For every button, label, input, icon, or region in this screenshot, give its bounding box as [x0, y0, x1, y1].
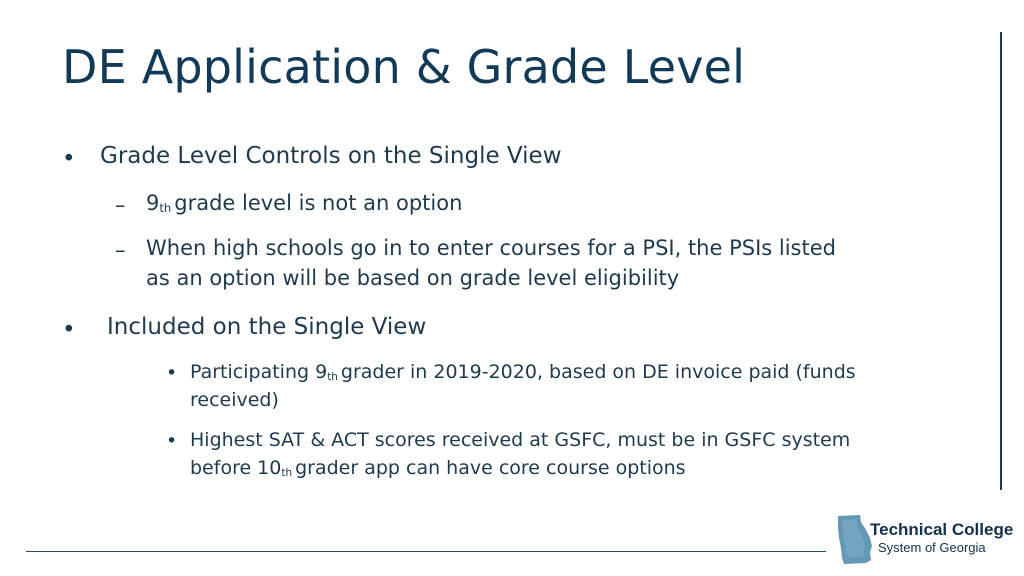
- bullet-marker: •: [166, 362, 178, 384]
- bullet-marker: •: [62, 317, 76, 343]
- logo-subtitle: System of Georgia: [878, 540, 986, 555]
- slide-title: DE Application & Grade Level: [62, 40, 746, 94]
- superscript: th: [327, 370, 338, 383]
- text-fragment: grader in 2019-2020, based on DE invoice paid (funds: [340, 361, 856, 383]
- bullet-marker: •: [166, 430, 178, 452]
- text-fragment: before 10: [190, 457, 282, 479]
- text-fragment: Participating 9: [190, 361, 328, 383]
- dash-marker: –: [115, 193, 126, 217]
- logo-title: Technical College: [870, 520, 1014, 539]
- text-fragment: 9: [146, 191, 160, 215]
- superscript: th: [159, 200, 172, 215]
- bullet-marker: •: [62, 146, 76, 172]
- dash-marker: –: [115, 238, 126, 262]
- text-fragment: grade level is not an option: [174, 191, 463, 215]
- text-fragment: grader app can have core course options: [295, 457, 686, 479]
- sub-bullet-high-schools-line2: as an option will be based on grade level eligibility: [146, 266, 680, 290]
- sub-bullet-high-schools-line1: When high schools go in to enter courses for a PSI, the PSIs listed: [146, 236, 836, 260]
- sub-bullet-participating-9th-line1: [190, 361, 856, 383]
- right-divider-line: [1000, 32, 1002, 490]
- sub-bullet-highest-sat-act-line2: [190, 457, 686, 479]
- superscript: th: [281, 466, 293, 479]
- sub-bullet-highest-sat-act-line1: Highest SAT & ACT scores received at GSFC, must be in GSFC system: [190, 429, 851, 451]
- bottom-divider-line: [26, 551, 826, 552]
- bullet-grade-level-controls: Grade Level Controls on the Single View: [100, 143, 562, 169]
- bullet-included-single-view: Included on the Single View: [107, 314, 427, 340]
- sub-bullet-participating-9th-line2: received): [190, 389, 279, 411]
- sub-bullet-9th-grade: [146, 191, 462, 215]
